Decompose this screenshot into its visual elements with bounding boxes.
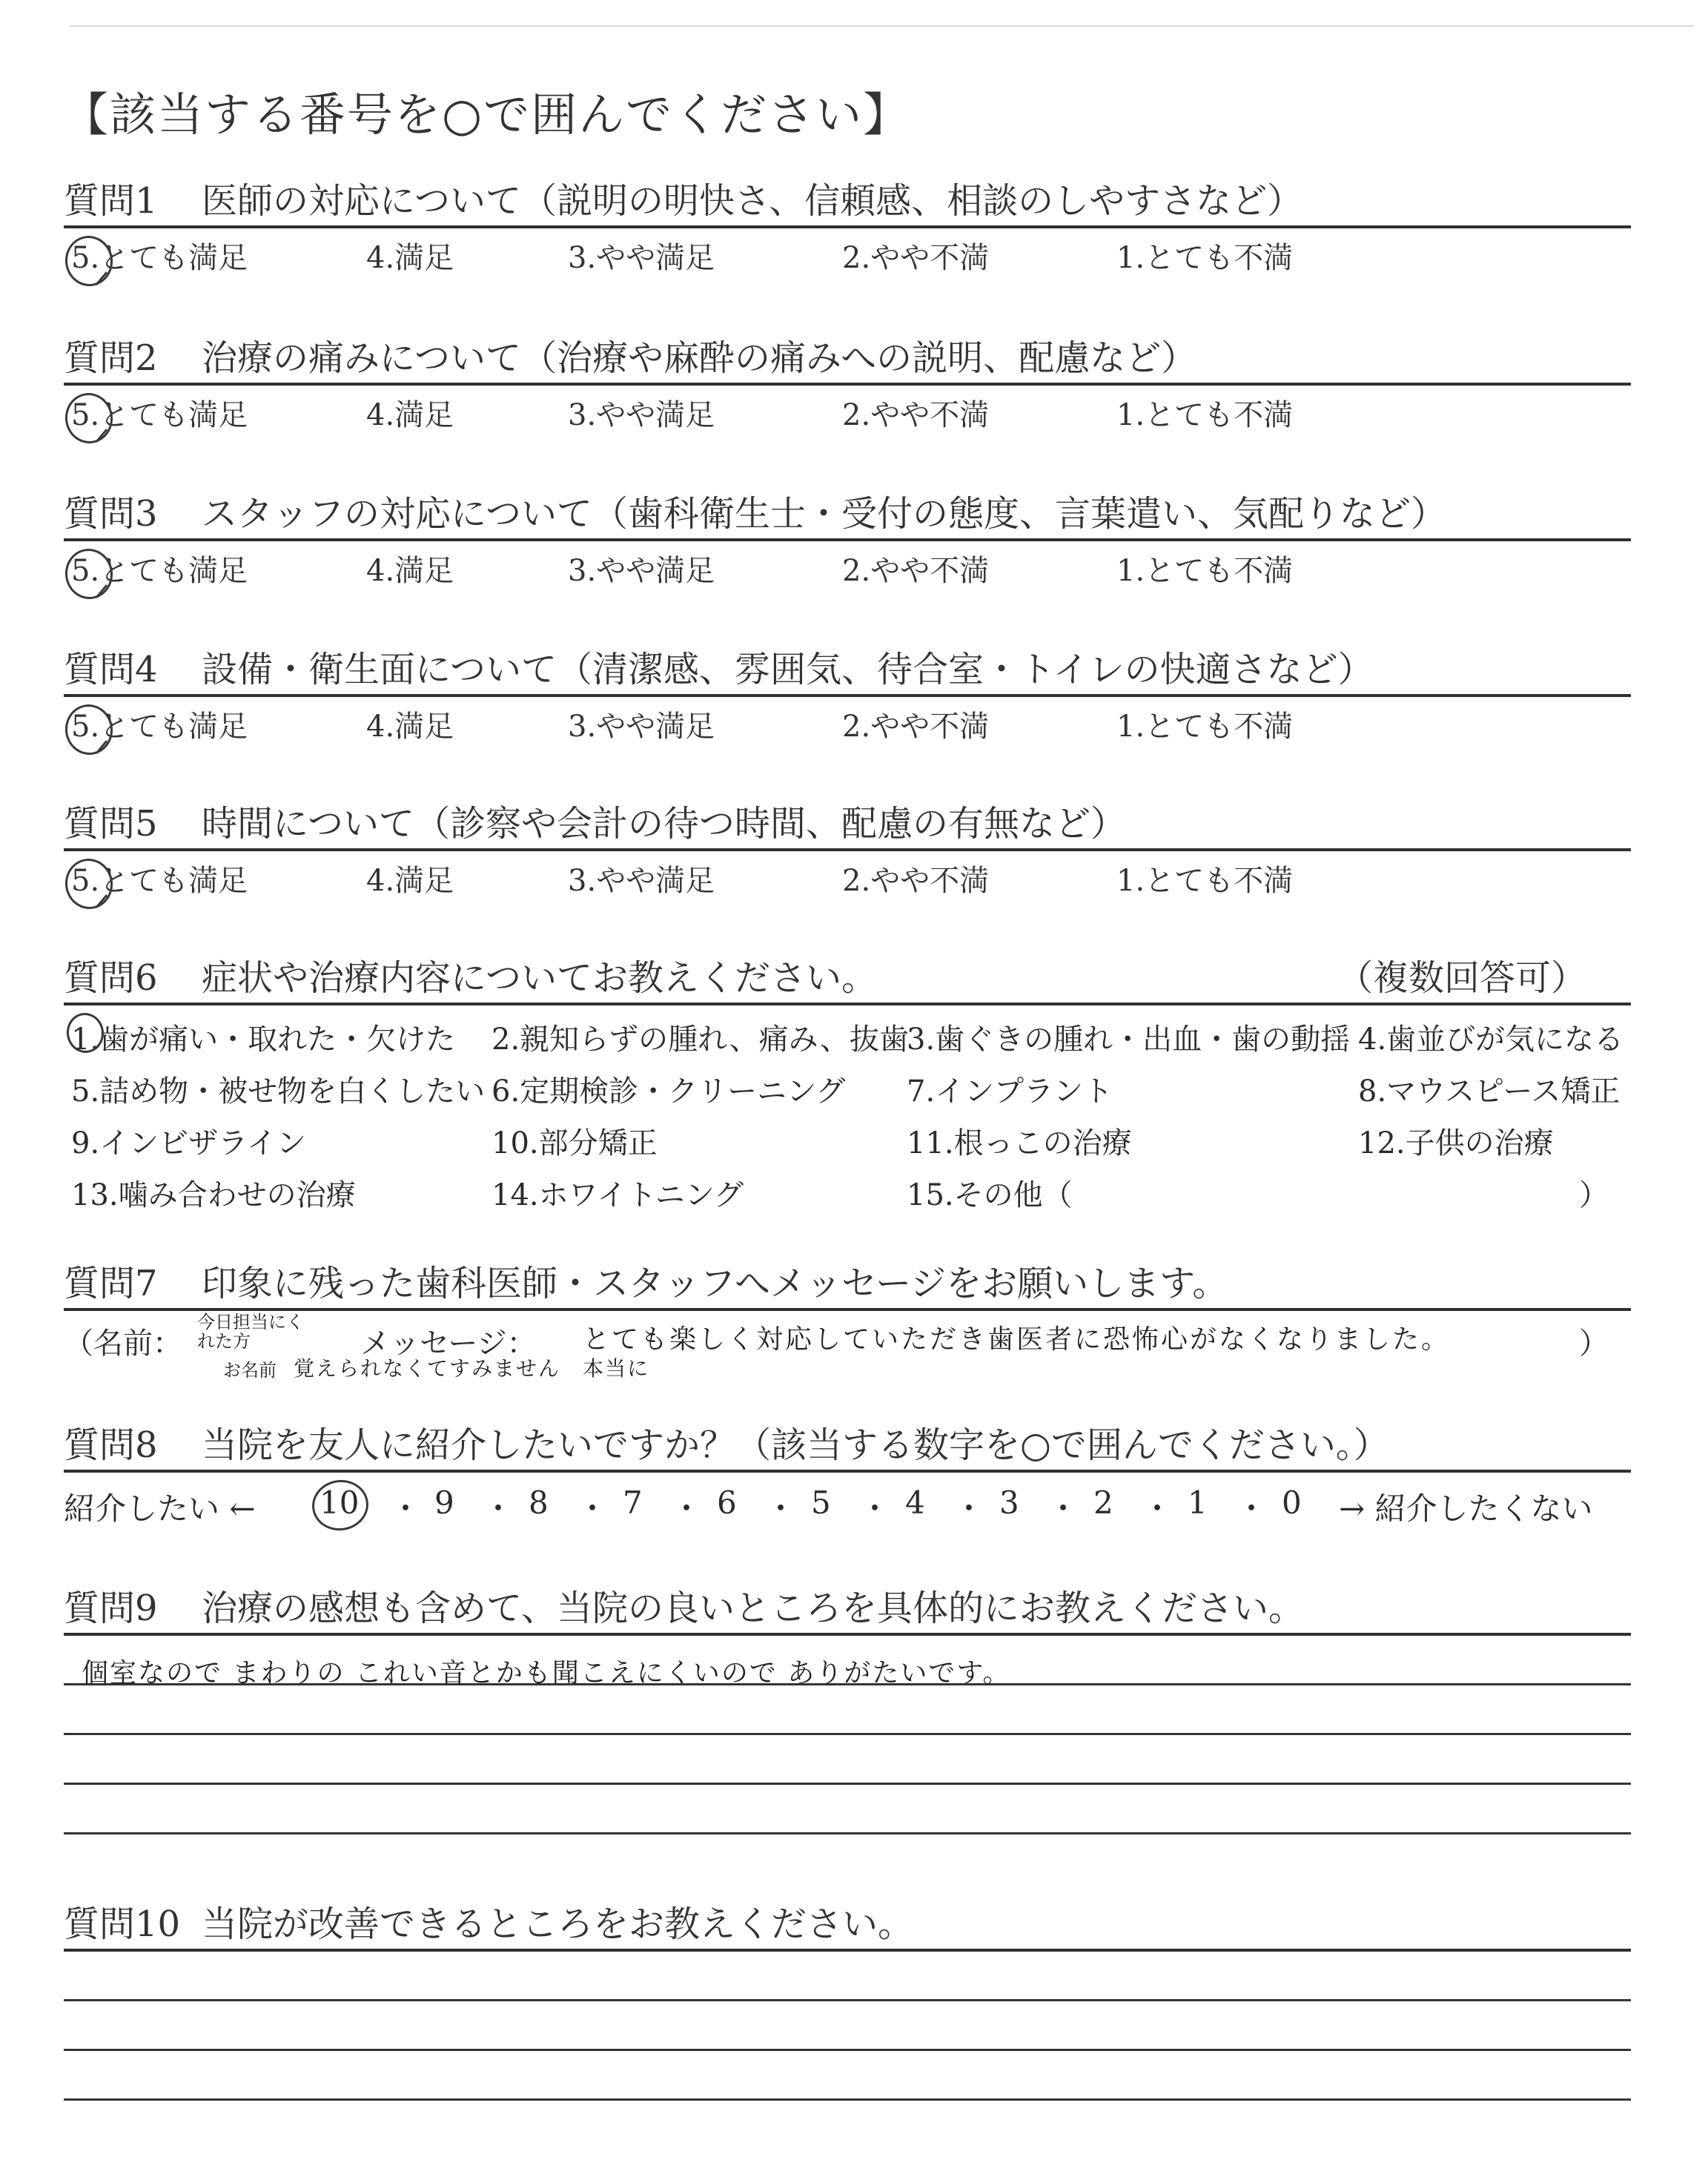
q6-item-15[interactable]: 15.その他（ (907, 1178, 1073, 1212)
question-number: 質問4 (64, 649, 158, 690)
question-text: 治療の痛みについて（治療や麻酔の痛みへの説明、配慮など） (202, 337, 1197, 379)
answer-line (64, 2049, 1631, 2051)
q6-item-7[interactable]: 7.インプラント (907, 1074, 1113, 1109)
answer-line (64, 1832, 1631, 1834)
question-text: 時間について（診察や会計の待つ時間、配慮の有無など） (202, 803, 1127, 845)
scale-6[interactable]: 6 (717, 1484, 737, 1521)
option-1[interactable]: 1.とても不満 (1116, 241, 1294, 275)
q6-item-1[interactable]: 1.歯が痛い・取れた・欠けた (71, 1016, 455, 1058)
scale-8[interactable]: 8 (529, 1484, 549, 1521)
option-5[interactable]: 5.とても満足 (71, 392, 248, 434)
option-2[interactable]: 2.やや不満 (842, 241, 990, 275)
question-text: 医師の対応について（説明の明快さ、信頼感、相談のしやすさなど） (202, 180, 1303, 222)
option-3[interactable]: 3.やや満足 (568, 241, 715, 275)
q9-answer[interactable]: 個室なので まわりの これい音とかも聞こえにくいので ありがたいです。 (82, 1658, 1011, 1688)
divider (64, 1633, 1631, 1636)
option-3[interactable]: 3.やや満足 (568, 554, 715, 588)
option-4[interactable]: 4.満足 (366, 554, 454, 588)
option-5[interactable]: 5.とても満足 (71, 234, 248, 277)
q6-item-11[interactable]: 11.根っこの治療 (907, 1126, 1132, 1160)
option-4[interactable]: 4.満足 (366, 241, 454, 275)
option-4[interactable]: 4.満足 (366, 398, 454, 432)
question-number: 質問7 (64, 1263, 158, 1304)
scale-dot: ・ (859, 1490, 891, 1527)
option-2[interactable]: 2.やや不満 (842, 554, 990, 588)
question-10 (64, 1895, 1631, 2101)
question-number: 質問6 (64, 957, 158, 999)
option-1[interactable]: 1.とても不満 (1116, 554, 1294, 588)
option-4[interactable]: 4.満足 (366, 864, 454, 898)
q6-item-3[interactable]: 3.歯ぐきの腫れ・出血・歯の動揺 (907, 1023, 1351, 1057)
option-3[interactable]: 3.やや満足 (568, 710, 715, 744)
scale-dot: ・ (1236, 1490, 1268, 1527)
question-5 (64, 795, 1631, 899)
q6-item-14[interactable]: 14.ホワイトニング (491, 1178, 744, 1212)
recommend-scale: 紹介したい ← 10 ・ 9 ・ 8 ・ 7 ・ 6 ・ 5 ・ 4 ・ 3 ・ 2 ・ 1 ・ 0 → 紹介したくない (64, 1484, 1631, 1536)
question-text: 症状や治療内容についてお教えください。 (202, 957, 878, 999)
question-number: 質問9 (64, 1588, 158, 1629)
question-number: 質問2 (64, 337, 158, 379)
question-9 (64, 1579, 1631, 1834)
answer-line (64, 2098, 1631, 2101)
scale-right-label: → 紹介したくない (1339, 1490, 1593, 1527)
name-label: （名前： (64, 1327, 182, 1361)
answer-line (64, 1733, 1631, 1735)
option-3[interactable]: 3.やや満足 (568, 864, 715, 898)
question-number: 質問8 (64, 1424, 158, 1466)
question-1 (64, 172, 1631, 276)
question-text: 当院を友人に紹介したいですか？（該当する数字を○で囲んでください。） (202, 1424, 1389, 1466)
option-2[interactable]: 2.やや不満 (842, 864, 990, 898)
question-7 (64, 1255, 1631, 1381)
message-label: メッセージ： (360, 1327, 537, 1361)
question-4 (64, 641, 1631, 744)
option-5[interactable]: 5.とても満足 (71, 857, 248, 899)
q6-item-8[interactable]: 8.マウスピース矯正 (1358, 1074, 1621, 1109)
message-answer[interactable]: とても楽しく対応していただき歯医者に恐怖心がなくなりました。 (583, 1324, 1451, 1355)
scale-7[interactable]: 7 (623, 1484, 643, 1521)
option-1[interactable]: 1.とても不満 (1116, 710, 1294, 744)
question-number: 質問5 (64, 803, 158, 845)
q6-item-9[interactable]: 9.インビザライン (71, 1126, 306, 1160)
q6-item-10[interactable]: 10.部分矯正 (491, 1126, 658, 1160)
divider (64, 1470, 1631, 1473)
q6-item-2[interactable]: 2.親知らずの腫れ、痛み、抜歯 (491, 1023, 909, 1057)
option-2[interactable]: 2.やや不満 (842, 710, 990, 744)
scale-left-label: 紹介したい ← (64, 1490, 256, 1527)
scale-5[interactable]: 5 (811, 1484, 831, 1521)
scale-2[interactable]: 2 (1093, 1484, 1113, 1521)
scale-dot: ・ (577, 1490, 609, 1527)
name-answer[interactable]: 今日担当にくれた方 (197, 1312, 304, 1352)
question-text: 当院が改善できるところをお教えください。 (202, 1903, 914, 1945)
question-text: 印象に残った歯科医師・スタッフへメッセージをお願いします。 (202, 1263, 1228, 1304)
scale-0[interactable]: 0 (1282, 1484, 1302, 1521)
question-text: 設備・衛生面について（清潔感、雰囲気、待合室・トイレの快適さなど） (202, 649, 1374, 690)
question-number: 質問1 (64, 180, 158, 222)
option-3[interactable]: 3.やや満足 (568, 398, 715, 432)
q6-item-12[interactable]: 12.子供の治療 (1358, 1126, 1554, 1160)
scale-dot: ・ (483, 1490, 514, 1527)
q6-item-13[interactable]: 13.噛み合わせの治療 (71, 1178, 356, 1212)
option-2[interactable]: 2.やや不満 (842, 398, 990, 432)
scale-dot: ・ (953, 1490, 985, 1527)
top-rule (70, 25, 1694, 27)
option-5[interactable]: 5.とても満足 (71, 703, 248, 745)
scale-dot: ・ (390, 1490, 422, 1527)
q6-item-4[interactable]: 4.歯並びが気になる (1358, 1023, 1624, 1057)
multiple-answers-note: （複数回答可） (1337, 957, 1586, 999)
scale-3[interactable]: 3 (999, 1484, 1019, 1521)
answer-line (64, 1999, 1631, 2001)
option-1[interactable]: 1.とても不満 (1116, 398, 1294, 432)
question-3 (64, 485, 1631, 589)
question-text: 治療の感想も含めて、当院の良いところを具体的にお教えください。 (202, 1588, 1305, 1629)
question-8 (64, 1416, 1631, 1536)
option-4[interactable]: 4.満足 (366, 710, 454, 744)
scale-dot: ・ (1142, 1490, 1174, 1527)
answer-line (64, 1783, 1631, 1785)
question-text: スタッフの対応について（歯科衛生士・受付の態度、言葉遣い、気配りなど） (202, 493, 1447, 535)
divider (64, 1949, 1631, 1952)
question-2 (64, 329, 1631, 433)
question-number: 質問3 (64, 493, 158, 535)
scale-dot: ・ (671, 1490, 703, 1527)
q6-item-6[interactable]: 6.定期検診・クリーニング (491, 1074, 846, 1109)
scale-1[interactable]: 1 (1188, 1484, 1208, 1521)
message-close-paren: ） (1579, 1327, 1609, 1361)
scale-4[interactable]: 4 (905, 1484, 925, 1521)
q6-item-5[interactable]: 5.詰め物・被せ物を白くしたい (71, 1074, 486, 1109)
message-answer-2: 覚えられなくてすみません 本当に (294, 1356, 650, 1381)
option-1[interactable]: 1.とても不満 (1116, 864, 1294, 898)
name-answer-2: お名前 (223, 1360, 277, 1381)
scale-dot: ・ (1047, 1490, 1079, 1527)
scale-dot: ・ (765, 1490, 797, 1527)
question-6 (64, 949, 1631, 1221)
page-title: 【該当する番号を○で囲んでください】 (62, 87, 911, 142)
other-close-paren: ） (1579, 1178, 1609, 1212)
scale-9[interactable]: 9 (434, 1484, 454, 1521)
option-5[interactable]: 5.とても満足 (71, 547, 248, 589)
question-number: 質問10 (64, 1903, 181, 1945)
